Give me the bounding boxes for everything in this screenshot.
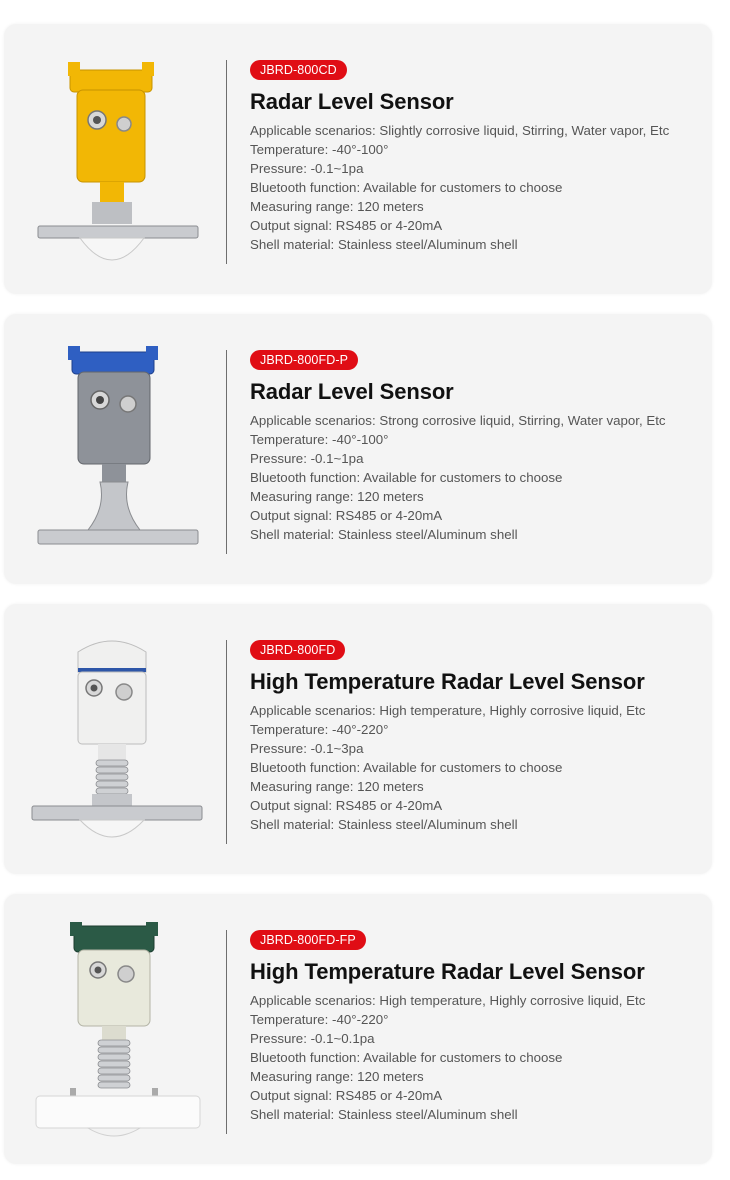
- product-image: [22, 42, 212, 276]
- spec-item: Pressure: -0.1~0.1pa: [250, 1031, 375, 1046]
- spec-item: Temperature: -40°-220°: [250, 1012, 389, 1027]
- spec-item: Output signal: RS485 or 4-20mA: [250, 798, 443, 813]
- spec-item: Bluetooth function: Available for customers to choose: [250, 470, 563, 485]
- spec-item: Measuring range: 120 meters: [250, 199, 424, 214]
- spec-item: Output signal: RS485 or 4-20mA: [250, 508, 443, 523]
- spec-list: [250, 411, 706, 544]
- product-card: [4, 314, 712, 584]
- spec-item: Shell material: Stainless steel/Aluminum shell: [250, 527, 518, 542]
- spec-item: Bluetooth function: Available for customers to choose: [250, 760, 563, 775]
- card-divider: [226, 640, 227, 844]
- product-image: [22, 912, 212, 1146]
- model-badge: JBRD-800CD: [250, 60, 347, 80]
- spec-item: Measuring range: 120 meters: [250, 779, 424, 794]
- spec-list: [250, 991, 706, 1124]
- product-card: [4, 24, 712, 294]
- spec-item: Bluetooth function: Available for customers to choose: [250, 1050, 563, 1065]
- product-title: Radar Level Sensor: [250, 379, 454, 404]
- spec-item: Temperature: -40°-100°: [250, 432, 389, 447]
- spec-item: Output signal: RS485 or 4-20mA: [250, 1088, 443, 1103]
- spec-item: Pressure: -0.1~3pa: [250, 741, 364, 756]
- spec-item: Shell material: Stainless steel/Aluminum shell: [250, 237, 518, 252]
- radar-sensor-illustration: [22, 622, 212, 856]
- model-badge: JBRD-800FD-FP: [250, 930, 366, 950]
- radar-sensor-illustration: [22, 912, 212, 1146]
- card-divider: [226, 930, 227, 1134]
- spec-item: Bluetooth function: Available for customers to choose: [250, 180, 563, 195]
- spec-item: Measuring range: 120 meters: [250, 1069, 424, 1084]
- model-badge: JBRD-800FD: [250, 640, 345, 660]
- product-image: [22, 332, 212, 566]
- card-divider: [226, 350, 227, 554]
- radar-sensor-illustration: [22, 42, 212, 276]
- model-badge: JBRD-800FD-P: [250, 350, 358, 370]
- spec-item: Applicable scenarios: Slightly corrosive liquid, Stirring, Water vapor, Etc: [250, 123, 670, 138]
- card-divider: [226, 60, 227, 264]
- product-info: [250, 930, 706, 1124]
- product-info: [250, 60, 706, 254]
- spec-item: Measuring range: 120 meters: [250, 489, 424, 504]
- product-title: High Temperature Radar Level Sensor: [250, 959, 645, 984]
- product-title: High Temperature Radar Level Sensor: [250, 669, 645, 694]
- product-card: [4, 604, 712, 874]
- spec-item: Pressure: -0.1~1pa: [250, 161, 364, 176]
- spec-item: Temperature: -40°-100°: [250, 142, 389, 157]
- product-info: [250, 640, 706, 834]
- product-info: [250, 350, 706, 544]
- product-title: Radar Level Sensor: [250, 89, 454, 114]
- spec-item: Applicable scenarios: High temperature, Highly corrosive liquid, Etc: [250, 993, 646, 1008]
- spec-item: Temperature: -40°-220°: [250, 722, 389, 737]
- spec-item: Applicable scenarios: Strong corrosive liquid, Stirring, Water vapor, Etc: [250, 413, 666, 428]
- spec-list: [250, 701, 706, 834]
- radar-sensor-illustration: [22, 332, 212, 566]
- spec-item: Shell material: Stainless steel/Aluminum shell: [250, 1107, 518, 1122]
- product-card: [4, 894, 712, 1164]
- product-image: [22, 622, 212, 856]
- spec-list: [250, 121, 706, 254]
- spec-item: Applicable scenarios: High temperature, Highly corrosive liquid, Etc: [250, 703, 646, 718]
- spec-item: Output signal: RS485 or 4-20mA: [250, 218, 443, 233]
- spec-item: Pressure: -0.1~1pa: [250, 451, 364, 466]
- spec-item: Shell material: Stainless steel/Aluminum shell: [250, 817, 518, 832]
